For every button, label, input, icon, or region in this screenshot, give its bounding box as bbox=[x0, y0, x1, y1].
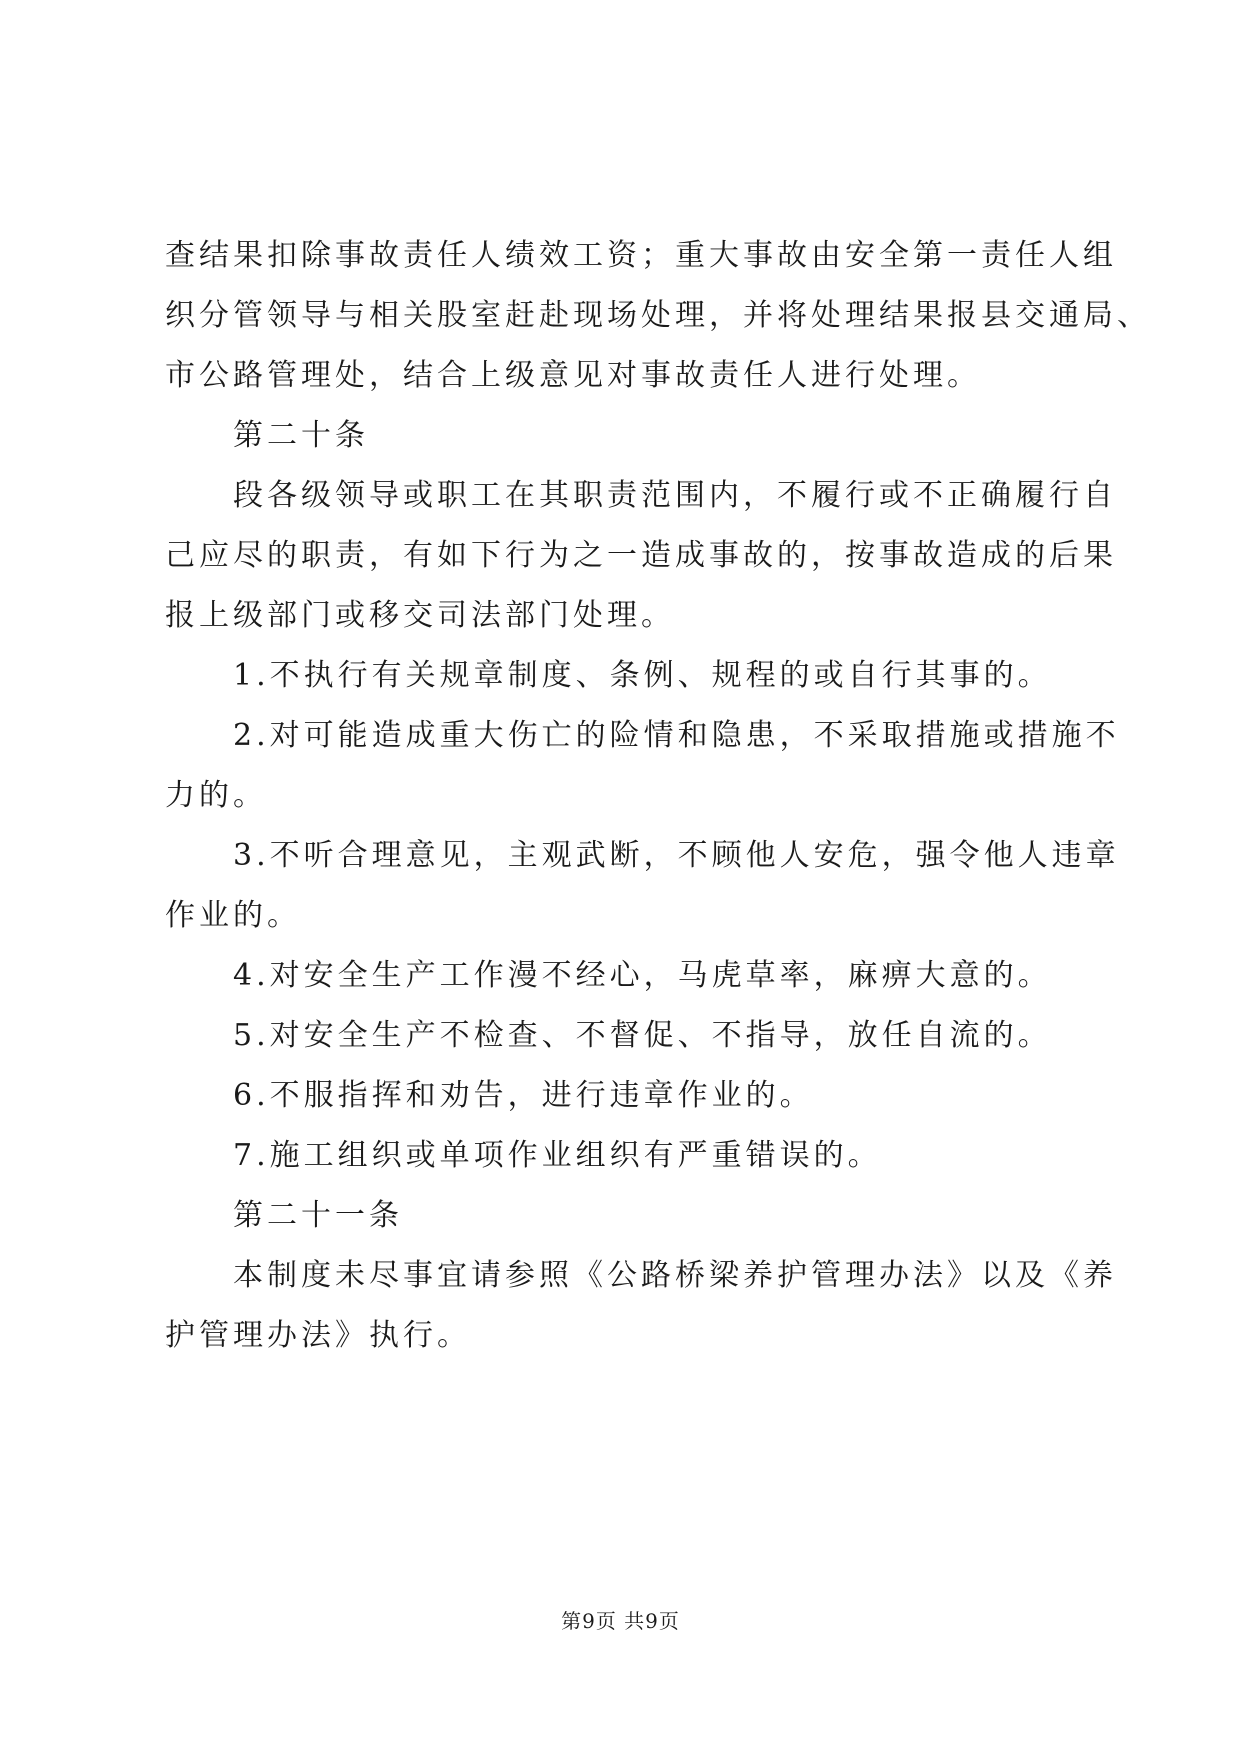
text-line: 第二十一条 bbox=[233, 1198, 403, 1233]
text-line: 查结果扣除事故责任人绩效工资；重大事故由安全第一责任人组 bbox=[165, 238, 1117, 273]
text-line: 7.施工组织或单项作业组织有严重错误的。 bbox=[233, 1138, 882, 1173]
text-line: 第二十条 bbox=[233, 418, 369, 453]
text-line: 3.不听合理意见，主观武断，不顾他人安危，强令他人违章 bbox=[233, 838, 1120, 873]
document-body bbox=[165, 226, 1151, 1366]
text-line: 2.对可能造成重大伤亡的险情和隐患，不采取措施或措施不 bbox=[233, 718, 1120, 753]
text-line: 力的。 bbox=[165, 778, 267, 813]
text-line: 5.对安全生产不检查、不督促、不指导，放任自流的。 bbox=[233, 1018, 1052, 1053]
text-line: 1.不执行有关规章制度、条例、规程的或自行其事的。 bbox=[233, 658, 1052, 693]
text-line: 织分管领导与相关股室赶赴现场处理，并将处理结果报县交通局、 bbox=[165, 298, 1151, 333]
text-line: 本制度未尽事宜请参照《公路桥梁养护管理办法》以及《养 bbox=[233, 1258, 1117, 1293]
page-footer: 第9页 共9页 bbox=[561, 1609, 680, 1633]
text-line: 6.不服指挥和劝告，进行违章作业的。 bbox=[233, 1078, 814, 1113]
text-line: 段各级领导或职工在其职责范围内，不履行或不正确履行自 bbox=[233, 478, 1117, 513]
text-line: 作业的。 bbox=[165, 898, 301, 933]
text-line: 己应尽的职责，有如下行为之一造成事故的，按事故造成的后果 bbox=[165, 538, 1117, 573]
text-line: 护管理办法》执行。 bbox=[165, 1318, 471, 1353]
text-line: 市公路管理处，结合上级意见对事故责任人进行处理。 bbox=[165, 358, 981, 393]
text-line: 4.对安全生产工作漫不经心，马虎草率，麻痹大意的。 bbox=[233, 958, 1052, 993]
text-line: 报上级部门或移交司法部门处理。 bbox=[165, 598, 675, 633]
